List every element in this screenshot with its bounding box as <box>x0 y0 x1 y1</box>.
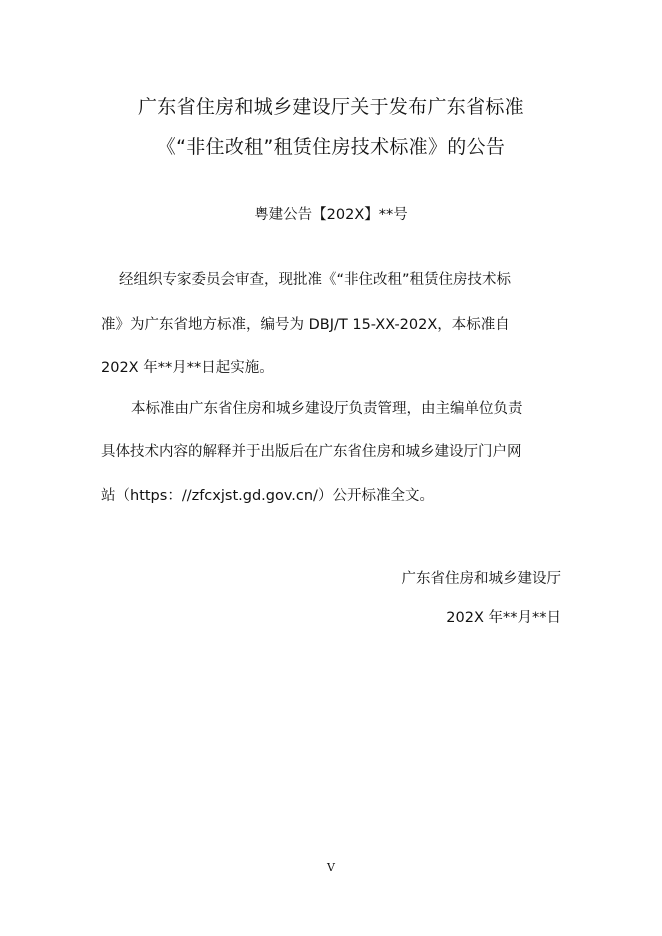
paragraph-2-line-3: 站（https：//zfcxjst.gd.gov.cn/）公开标准全文。 <box>101 488 434 504</box>
paragraph-2-line-1: 本标准由广东省住房和城乡建设厅负责管理，由主编单位负责 <box>131 401 523 417</box>
signature-date: 202X 年**月**日 <box>446 610 561 626</box>
signature-organization: 广东省住房和城乡建设厅 <box>401 571 561 587</box>
paragraph-1-line-1: 经组织专家委员会审查，现批准《“非住改租”租赁住房技术标 <box>119 272 512 288</box>
paragraph-1-line-3: 202X 年**月**日起实施。 <box>101 360 274 376</box>
announcement-title-line-1: 广东省住房和城乡建设厅关于发布广东省标准 <box>137 96 524 118</box>
announcement-title-line-2: 《“非住改租”租赁住房技术标准》的公告 <box>156 136 506 158</box>
paragraph-2-line-2: 具体技术内容的解释并于出版后在广东省住房和城乡建设厅门户网 <box>101 444 522 460</box>
paragraph-1-line-2: 准》为广东省地方标准，编号为 DBJ/T 15-XX-202X，本标准自 <box>101 317 510 333</box>
document-number: 粤建公告【202X】**号 <box>254 207 408 223</box>
page-number: V <box>327 861 335 874</box>
